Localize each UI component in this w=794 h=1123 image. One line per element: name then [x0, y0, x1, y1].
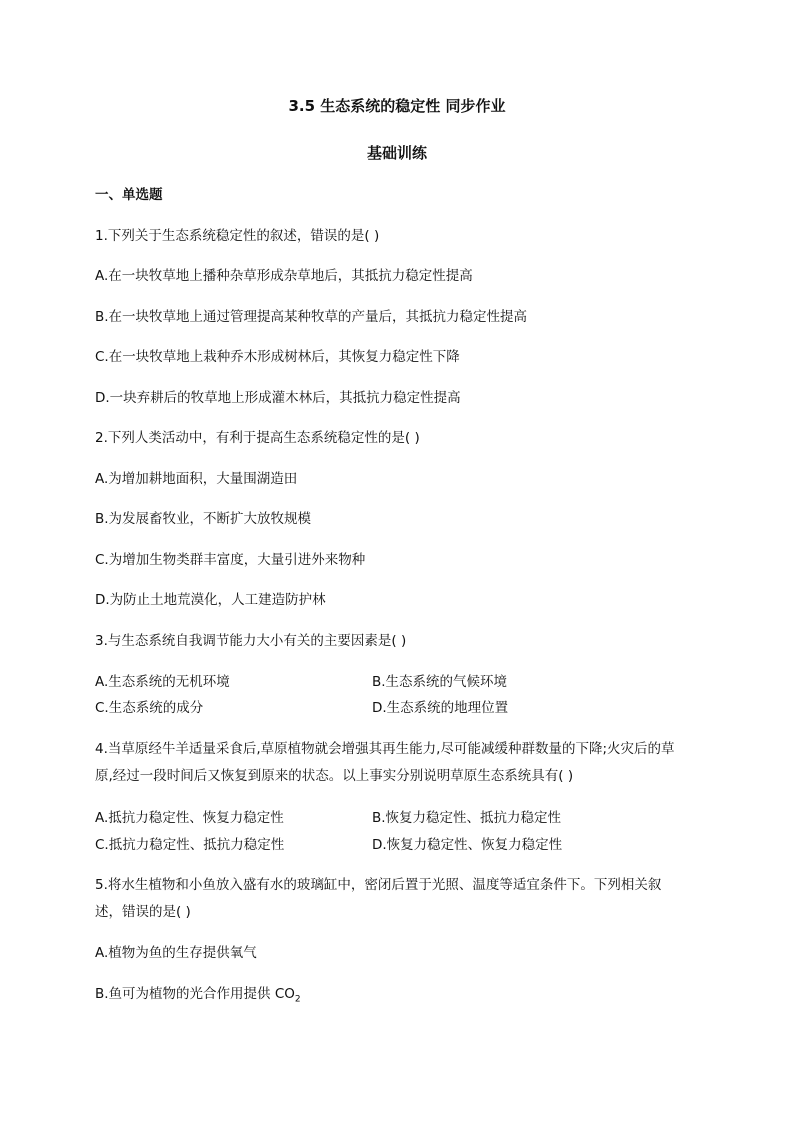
question-5-stem-line-2: 述，错误的是( ) [95, 904, 191, 920]
question-2-stem: 2.下列人类活动中，有利于提高生态系统稳定性的是( ) [95, 430, 420, 446]
question-2-option-c: C.为增加生物类群丰富度，大量引进外来物种 [95, 552, 366, 568]
question-4-stem-line-2: 原,经过一段时间后又恢复到原来的状态。以上事实分别说明草原生态系统具有( ) [95, 768, 574, 784]
question-3-option-b: B.生态系统的气候环境 [372, 674, 508, 690]
question-5-option-a: A.植物为鱼的生存提供氧气 [95, 945, 257, 961]
question-3-stem: 3.与生态系统自我调节能力大小有关的主要因素是( ) [95, 633, 407, 649]
document-subtitle: 基础训练 [366, 144, 427, 162]
question-3-option-a: A.生态系统的无机环境 [95, 674, 230, 690]
question-4-option-a: A.抵抗力稳定性、恢复力稳定性 [95, 810, 284, 826]
question-1-option-a: A.在一块牧草地上播种杂草形成杂草地后，其抵抗力稳定性提高 [95, 268, 473, 284]
question-3-option-d: D.生态系统的地理位置 [372, 700, 509, 716]
question-4-option-c: C.抵抗力稳定性、抵抗力稳定性 [95, 837, 285, 853]
co2-subscript: 2 [294, 994, 301, 1005]
question-3-option-c: C.生态系统的成分 [95, 700, 204, 716]
section-heading: 一、单选题 [95, 187, 163, 203]
document-title: 3.5 生态系统的稳定性 同步作业 [288, 97, 506, 115]
question-1-option-b: B.在一块牧草地上通过管理提高某种牧草的产量后，其抵抗力稳定性提高 [95, 309, 528, 325]
question-5-option-b [95, 985, 301, 1003]
question-2-option-a: A.为增加耕地面积，大量围湖造田 [95, 471, 298, 487]
question-4-stem-line-1: 4.当草原经牛羊适量采食后,草原植物就会增强其再生能力,尽可能减缓种群数量的下降;火灾后的草 [95, 741, 675, 757]
question-2-option-b: B.为发展畜牧业，不断扩大放牧规模 [95, 511, 312, 527]
question-1-option-d: D.一块弃耕后的牧草地上形成灌木林后，其抵抗力稳定性提高 [95, 390, 461, 406]
question-2-option-d: D.为防止土地荒漠化，人工建造防护林 [95, 592, 326, 608]
question-1-stem: 1.下列关于生态系统稳定性的叙述，错误的是( ) [95, 228, 380, 244]
question-4-option-d: D.恢复力稳定性、恢复力稳定性 [372, 837, 563, 853]
question-4-option-b: B.恢复力稳定性、抵抗力稳定性 [372, 810, 562, 826]
question-5-option-b-text: B.鱼可为植物的光合作用提供 CO [95, 986, 295, 1002]
question-5-stem-line-1: 5.将水生植物和小鱼放入盛有水的玻璃缸中，密闭后置于光照、温度等适宜条件下。下列相关叙 [95, 877, 662, 893]
question-1-option-c: C.在一块牧草地上栽种乔木形成树林后，其恢复力稳定性下降 [95, 349, 460, 365]
